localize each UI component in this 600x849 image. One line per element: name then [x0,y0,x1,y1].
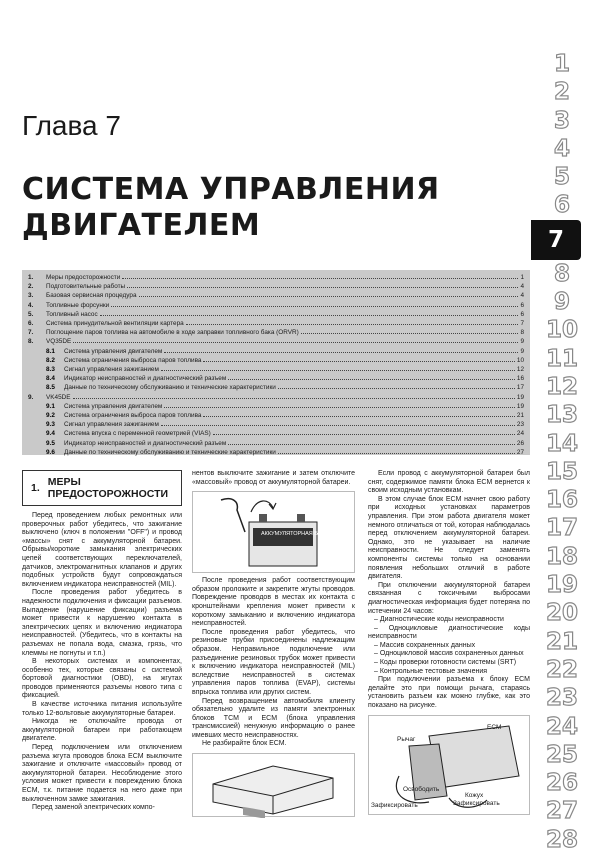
toc-title: Система впуска с переменной геометрией (VIAS) [64,430,211,438]
chapter-tab-13[interactable]: 13 [545,402,578,429]
chapter-tab-25[interactable]: 25 [545,741,578,768]
toc-row [28,393,524,402]
battery-figure [192,491,355,573]
toc-row [28,402,524,411]
toc-title: Топливный насос [46,310,98,318]
release-label: Освободить [403,785,440,793]
chapter-tab-21[interactable]: 21 [545,628,578,655]
toc-row [28,411,524,420]
toc-row [28,347,524,356]
paragraph: В качестве источника питания используйте только 12-вольтовые аккумуляторные батареи. [22,701,182,717]
toc-leader [139,291,519,297]
toc-row [28,310,524,319]
chapter-tab-23[interactable]: 23 [545,685,578,712]
chapter-tab-15[interactable]: 15 [545,458,578,485]
toc-leader [228,439,515,445]
toc-title: Система управления двигателем [64,402,163,410]
toc-row [28,420,524,429]
toc-number: 9.3 [46,421,55,429]
toc-title: Подготовительные работы [46,283,126,291]
toc-leader [301,328,519,334]
chapter-tab-19[interactable]: 19 [545,572,578,599]
toc-page: 6 [520,301,524,309]
chapter-tab-1[interactable]: 1 [553,51,570,77]
toc-page: 8 [520,329,524,337]
toc-row [28,337,524,346]
ecm-figure [192,753,355,817]
paragraph: После проведения работ убедитесь в надежности подключения и фиксации разъемов. Выпадение (нарушение фиксации) разъема может привести к нарушению контакта в электрических цепях и включению индикатора неисправностей. (Убедитесь, что в контакты на разъемах не попала вода, смазка, грязь, что клеммы не погнуты и т.п.) [22,589,182,657]
toc-leader [73,337,518,343]
toc-number: 6. [28,320,34,328]
paragraph: Не разбирайте блок ECM. [202,740,287,748]
chapter-tab-17[interactable]: 17 [545,515,578,542]
chapter-tab-14[interactable]: 14 [545,430,578,457]
chapter-tabs [537,50,587,849]
chapter-tab-4[interactable]: 4 [553,135,570,162]
toc-row [28,356,524,365]
column-3-text [368,470,530,711]
paragraph: При подключении разъема к блоку ECM делайте это при помощи рычага, стараясь установить разъем как можно глубже, как это показано на рисунке. [368,676,530,710]
toc-leader [100,310,519,316]
toc-page: 26 [516,439,524,447]
toc-row [28,429,524,438]
paragraph: нентов выключите зажигание и затем отключите «массовый» провод от аккумуляторной батареи. [192,470,355,486]
paragraph: При отключении аккумуляторной батареи связанная с токсичными выбросами диагностическая информация будет потеряна по истечении 24 часов: [368,581,530,615]
column-2 [192,470,355,821]
paragraph: – Одноцикловой массив сохраненных данных [374,650,524,658]
toc-number: 8.5 [46,384,55,392]
toc-page: 16 [516,375,524,383]
paragraph: Перед подключением или отключением разъема жгута проводов блока ECM выключите зажигание и отключите «массовый» провод от аккумуляторной батареи. Несоблюдение этого условия может привести к повреждению блока ECM, т.к. питание подается на него даже при выключенном замке зажигания. [22,744,182,803]
housing-label: Кожух [465,791,484,799]
toc-page: 4 [520,283,524,291]
toc-row [28,328,524,337]
toc-number: 8. [28,338,34,346]
toc-page: 9 [520,338,524,346]
toc-leader [186,319,519,325]
paragraph: Перед заменой электрических компо- [32,804,155,812]
paragraph: Никогда не отключайте провода от аккумуляторной батареи при работающем двигателе. [22,718,182,743]
chapter-tab-24[interactable]: 24 [545,713,578,740]
toc-title: Индикатор неисправностей и диагностический разъем [64,375,227,383]
paragraph: – Контрольные тестовые значения [374,667,488,675]
paragraph: В некоторых системах и компонентах, особенно тех, которые связаны с системой бортовой диагностики (OBD), на жгутах проводов применяются разъемы нового типа с фиксацией. [22,658,182,700]
paragraph: Перед возвращением автомобиля клиенту обязательно удалите из памяти электронных блоков TCM и ECM (блока управления трансмиссией) ненужную информацию о ранее имевших место неисправностях. [192,697,355,739]
chapter-tab-7[interactable]: 7 [531,220,581,260]
toc-row [28,282,524,291]
battery-label: АККУМУЛЯТОРНАЯ БАТАРЕЯ [261,531,340,538]
toc-leader [213,429,515,435]
column-2-text [192,577,355,749]
chapter-tab-11[interactable]: 11 [545,345,578,372]
toc-page: 23 [516,421,524,429]
paragraph: В этом случае блок ECM начнет свою работу при исходных установках параметров управления. При этом работа двигателя может немного отличаться от той, которая наблюдалась перед отключением аккумуляторной батареи. Однако, это не указывает на наличие неисправности. Не следует заменять компоненты системы только на основании появления небольших отличий в работе двигателя. [368,495,530,581]
toc-leader [164,402,515,408]
toc-title: Данные по техническому обслуживанию и технические характеристики [64,384,276,392]
toc-number: 5. [28,310,34,318]
chapter-tab-9[interactable]: 9 [553,289,570,316]
toc-number: 3. [28,292,34,300]
toc-page: 7 [520,320,524,328]
chapter-tab-5[interactable]: 5 [553,164,570,191]
toc-leader [111,301,518,307]
title-line-2: ДВИГАТЕЛЕМ [22,208,261,243]
toc-page: 9 [520,347,524,355]
paragraph: – Одноцикловые диагностические коды неисправности [368,624,530,641]
toc-leader [278,383,515,389]
column-1-text [22,512,182,813]
toc-leader [161,420,515,426]
connector-illustration [369,716,531,816]
lock-label-2: Зафиксировать [453,799,500,807]
toc-leader [161,365,515,371]
toc-page: 19 [516,393,524,401]
lock-label-1: Зафиксировать [371,801,418,809]
toc-page: 10 [516,356,524,364]
toc-page: 19 [516,402,524,410]
section-heading [22,470,182,506]
toc-title: Индикатор неисправностей и диагностический разъем [64,439,227,447]
toc-title: Система принудительной вентиляции картера [46,320,184,328]
toc-title: Сигнал управления зажиганием [64,366,159,374]
chapter-tab-20[interactable]: 20 [545,600,578,627]
toc-leader [127,282,518,288]
toc-row [28,291,524,300]
toc-number: 2. [28,283,34,291]
toc-title: Данные по техническому обслуживанию и технические характеристики [64,448,276,456]
toc-leader [278,448,515,454]
toc-row [28,439,524,448]
toc-page: 12 [516,366,524,374]
chapter-tab-3[interactable]: 3 [553,107,570,134]
section-title-line-1: МЕРЫ [47,476,81,488]
toc-number: 9. [28,393,34,401]
toc-row [28,383,524,392]
ecm-illustration [193,754,354,818]
toc-title: Базовая сервисная процедура [46,292,137,300]
toc-leader [164,347,518,353]
toc-page: 24 [516,430,524,438]
section-title-line-2: ПРЕДОСТОРОЖНОСТИ [47,488,169,500]
toc-row [28,448,524,457]
paragraph: – Коды проверки готовности системы (SRT) [374,659,517,667]
toc-number: 1. [28,274,34,281]
toc-page: 21 [516,412,524,420]
toc-title: Система ограничения выброса паров топлива [64,412,202,420]
toc-number: 8.3 [46,366,55,374]
toc-title: VK45DE [46,393,71,401]
chapter-tab-8[interactable]: 8 [553,260,570,287]
toc-page: 4 [520,292,524,300]
paragraph: – Диагностические коды неисправности [374,616,504,624]
chapter-tab-26[interactable]: 26 [545,770,578,797]
chapter-tab-2[interactable]: 2 [553,79,570,106]
chapter-tab-16[interactable]: 16 [545,487,578,514]
paragraph: Перед проведением любых ремонтных или проверочных работ убедитесь, что зажигание выключено (ключ в положении "OFF") и провод «массы» снят с аккумуляторной батареи. Обрывы/короткие замыкания электрических цепей соответствующих переключателей, датчиков, электромагнитных клапанов и других подобных устройств будут сопровождаться включением индикатора неисправностей (MIL). [22,512,182,588]
toc-number: 9.2 [46,412,55,420]
chapter-label: Глава 7 [22,110,121,141]
toc-row [28,374,524,383]
section-title [48,476,168,500]
toc-number: 8.2 [46,356,55,364]
connector-figure [368,715,530,815]
paragraph: Если провод с аккумуляторной батареи был снят, содержимое памяти блока ECM вернется к своим исходным установкам. [368,470,530,495]
page-title [22,172,440,244]
toc-page: 27 [516,448,524,456]
toc-row [28,365,524,374]
toc-number: 8.1 [46,347,55,355]
chapter-tab-10[interactable]: 10 [545,317,578,344]
chapter-tab-6[interactable]: 6 [553,192,570,219]
toc-row [28,319,524,328]
toc-page: 17 [516,384,524,392]
title-line-1: СИСТЕМА УПРАВЛЕНИЯ [22,172,440,207]
toc-title: Топливные форсунки [46,301,110,309]
toc-number: 9.4 [46,430,55,438]
toc-row [28,301,524,310]
chapter-tab-18[interactable]: 18 [545,543,578,570]
paragraph: После проведения работ соответствующим образом проложите и закрепите жгуты проводов. Повреждение проводов в местах их контакта с кронштейнами крепления может привести к короткому замыканию и включению индикатора неисправностей. [192,577,355,628]
toc-leader [203,411,514,417]
lever-label: Рычаг [397,735,416,743]
toc-number: 4. [28,301,34,309]
toc-number: 7. [28,329,34,337]
chapter-tab-22[interactable]: 22 [545,656,578,683]
toc-leader [228,374,515,380]
toc-title: Меры предосторожности [46,274,121,281]
toc-number: 9.6 [46,448,55,456]
chapter-tab-12[interactable]: 12 [545,373,578,400]
ecm-label: ECM [487,723,502,731]
toc-row [28,273,524,282]
chapter-tab-27[interactable]: 27 [545,798,578,825]
toc-title: Система управления двигателем [64,347,163,355]
toc-number: 9.1 [46,402,55,410]
paragraph: После проведения работ убедитесь, что резиновые трубки присоединены надлежащим образом. Неправильное подключение или разъединение резиновых трубок может привести к включению индикатора неисправностей (MIL) вследствие неисправностей в системах управления паров топлива (EVAP), системы впрыска топлива или других систем. [192,628,355,696]
toc-title: Система ограничения выброса паров топлива [64,356,202,364]
toc-leader [73,393,515,399]
chapter-tab-28[interactable]: 28 [545,826,578,849]
paragraph: – Массив сохраненных данных [374,641,476,649]
toc-leader [122,273,518,279]
toc-page: 1 [520,274,524,281]
toc-title: VQ35DE [46,338,72,346]
section-number: 1. [31,482,40,494]
toc-page: 6 [520,310,524,318]
toc-title: Поглощение паров топлива на автомобиле в ходе заправки топливного бака (ORVR) [46,329,299,337]
column-3 [368,470,530,819]
table-of-contents [22,270,530,455]
column-1 [22,470,182,813]
toc-number: 8.4 [46,375,55,383]
toc-title: Сигнал управления зажиганием [64,421,159,429]
toc-leader [203,356,514,362]
toc-number: 9.5 [46,439,55,447]
